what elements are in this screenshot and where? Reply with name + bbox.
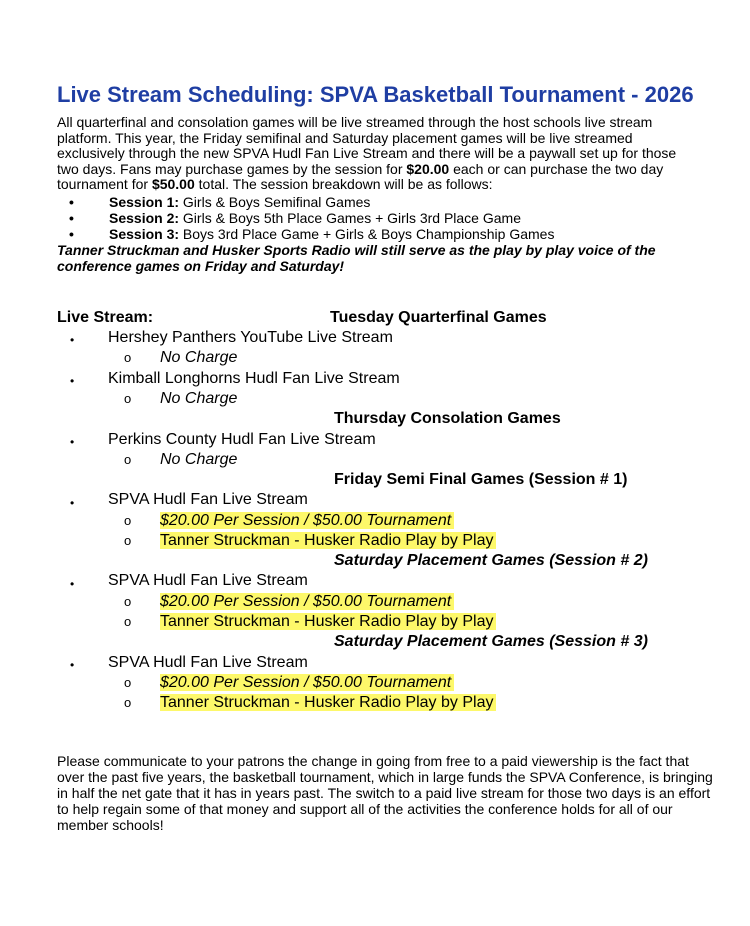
session-text: Girls & Boys Semifinal Games: [179, 194, 371, 210]
bullet-icon: •: [70, 435, 75, 449]
saturday-session3-heading: Saturday Placement Games (Session # 3): [334, 633, 648, 650]
session-label: Session 2:: [109, 210, 180, 226]
session-item: [57, 210, 697, 226]
stream-detail: No Charge: [160, 390, 238, 407]
stream-name: SPVA Hudl Fan Live Stream: [108, 491, 308, 508]
closing-paragraph: Please communicate to your patrons the change in going from free to a paid viewership is the fact that over the past five years, the basketball tournament, which in large funds the SPVA Conference, is bringing in half the net gate that it has in years past. The switch to a paid live stream for those two days is an effort to help regain some of that money and support all of the activities the conference holds for all of our member schools!: [57, 753, 713, 833]
session-label: Session 3:: [109, 226, 180, 242]
session-item: [57, 226, 697, 242]
price-highlight: $20.00 Per Session / $50.00 Tournament: [160, 593, 454, 610]
tuesday-heading: Tuesday Quarterfinal Games: [330, 309, 547, 326]
circle-bullet-icon: o: [124, 594, 132, 609]
bullet-icon: •: [70, 333, 75, 347]
bullet-icon: •: [70, 496, 75, 510]
stream-name: SPVA Hudl Fan Live Stream: [108, 654, 308, 671]
price-highlight: $20.00 Per Session / $50.00 Tournament: [160, 674, 454, 691]
intro-text-2: each or can purchase the two day tournament for: [57, 160, 664, 193]
bullet-icon: •: [70, 658, 75, 672]
bullet-icon: •: [70, 374, 75, 388]
bullet-icon: •: [69, 226, 74, 242]
bullet-icon: •: [69, 210, 74, 226]
stream-name: Kimball Longhorns Hudl Fan Live Stream: [108, 370, 400, 387]
saturday-session2-heading: Saturday Placement Games (Session # 2): [334, 552, 648, 569]
stream-detail: No Charge: [160, 349, 238, 366]
session-price: $20.00: [406, 160, 450, 177]
session-label: Session 1:: [109, 194, 180, 210]
session-text: Boys 3rd Place Game + Girls & Boys Championship Games: [179, 226, 555, 242]
circle-bullet-icon: o: [124, 614, 132, 629]
radio-highlight: Tanner Struckman - Husker Radio Play by Play: [160, 694, 496, 711]
circle-bullet-icon: o: [124, 675, 132, 690]
stream-name: Hershey Panthers YouTube Live Stream: [108, 329, 393, 346]
intro-text-1: All quarterfinal and consolation games will be live streamed through the host schools live stream platform. This year, the Friday semifinal and Saturday placement games will be live streamed exclusively through the new SPVA Hudl Fan Live Stream and there will be a paywall set up for those two days. Fans may purchase games by the session for: [57, 114, 677, 177]
price-highlight: $20.00 Per Session / $50.00 Tournament: [160, 512, 454, 529]
stream-name: Perkins County Hudl Fan Live Stream: [108, 431, 376, 448]
circle-bullet-icon: o: [124, 452, 132, 467]
circle-bullet-icon: o: [124, 513, 132, 528]
radio-highlight: Tanner Struckman - Husker Radio Play by Play: [160, 532, 496, 549]
stream-name: SPVA Hudl Fan Live Stream: [108, 572, 308, 589]
circle-bullet-icon: o: [124, 391, 132, 406]
session-list: [57, 194, 697, 242]
thursday-heading: Thursday Consolation Games: [334, 410, 561, 427]
session-text: Girls & Boys 5th Place Games + Girls 3rd Place Game: [179, 210, 521, 226]
play-by-play-note: Tanner Struckman and Husker Sports Radio will still serve as the play by play voice of the conference games on Friday and Saturday!: [57, 242, 656, 274]
live-stream-label: Live Stream:: [57, 309, 154, 326]
intro-text-3: total. The session breakdown will be as follows:: [194, 176, 493, 193]
tournament-price: $50.00: [151, 176, 195, 193]
friday-heading: Friday Semi Final Games (Session # 1): [334, 471, 628, 488]
bullet-icon: •: [70, 577, 75, 591]
session-item: [57, 194, 697, 210]
radio-highlight: Tanner Struckman - Husker Radio Play by Play: [160, 613, 496, 630]
intro-paragraph: [57, 115, 697, 193]
page-title: Live Stream Scheduling: SPVA Basketball Tournament - 2026: [57, 82, 694, 107]
circle-bullet-icon: o: [124, 533, 132, 548]
circle-bullet-icon: o: [124, 350, 132, 365]
circle-bullet-icon: o: [124, 695, 132, 710]
stream-detail: No Charge: [160, 451, 238, 468]
bullet-icon: •: [69, 194, 74, 210]
